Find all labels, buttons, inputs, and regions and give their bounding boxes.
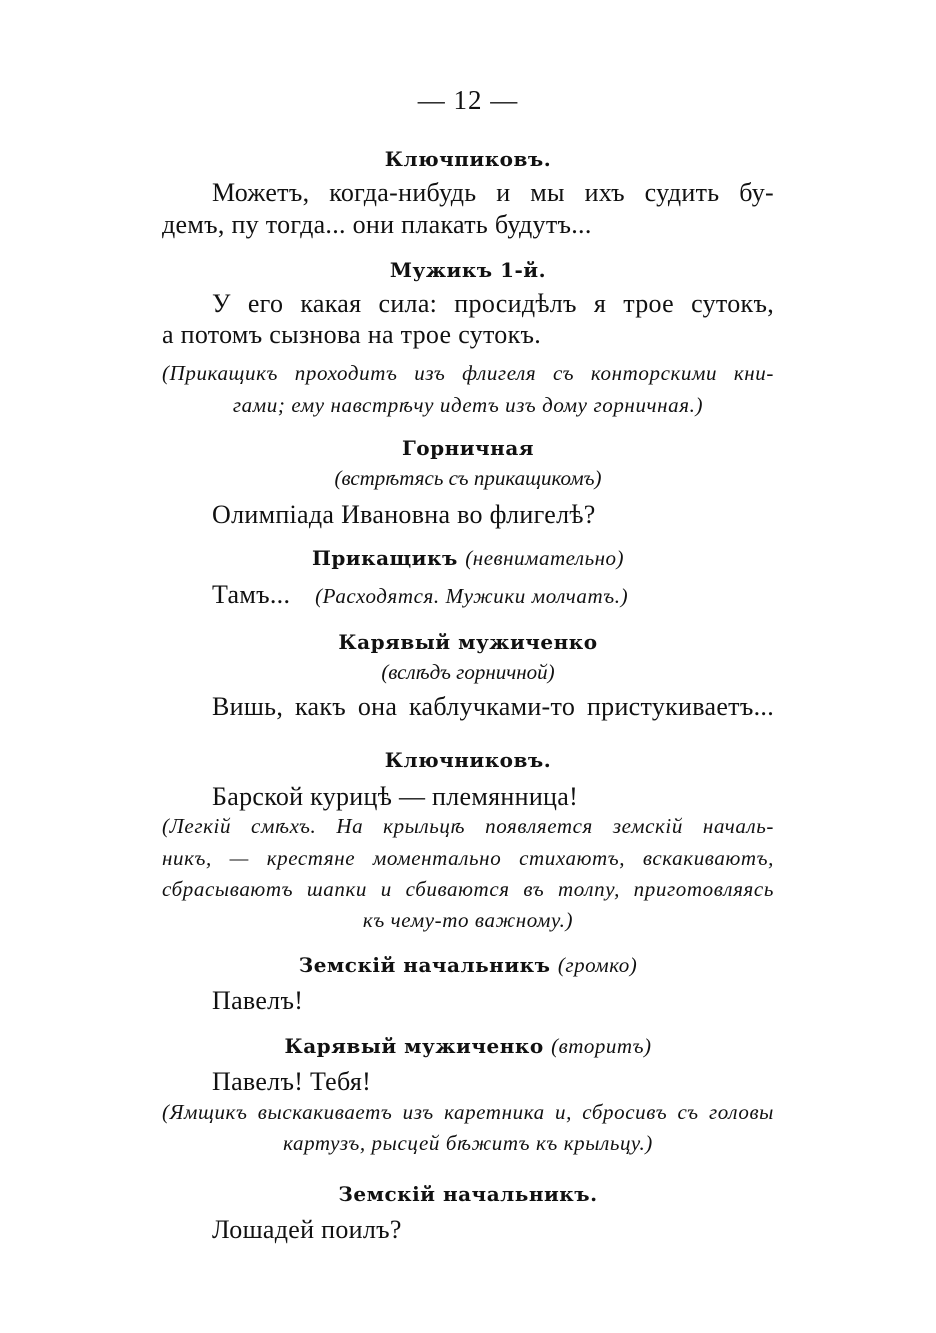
stage-direction: сбрасываютъ шапки и сбиваются въ толпу, приготовляясь xyxy=(162,877,774,901)
dialogue-line: Можетъ, когда-нибудь и мы ихъ судить бу- xyxy=(212,178,774,207)
speaker-direction: (громко) xyxy=(557,953,638,977)
speaker-name: Горничная xyxy=(401,436,535,460)
dialogue-line: демъ, пу тогда... они плакать будутъ... xyxy=(162,210,592,239)
stage-direction: (Легкій смѣхъ. На крыльцѣ появляется земскій началь- xyxy=(162,814,774,838)
speaker-name: Ключпиковъ. xyxy=(384,147,552,171)
stage-direction: (Расходятся. Мужики молчатъ.) xyxy=(315,584,629,608)
speaker-name: Земскій начальникъ xyxy=(298,953,551,977)
dialogue-line: У его какая сила: просидѣлъ я трое сутокъ, xyxy=(212,289,774,318)
speaker-name: Карявый мужиченко xyxy=(338,630,598,654)
speaker-direction: (невнимательно) xyxy=(465,546,625,570)
speaker-direction: (вторитъ) xyxy=(551,1034,652,1058)
speaker-name: Карявый мужиченко xyxy=(284,1034,544,1058)
speaker-name: Земскій начальникъ. xyxy=(338,1182,598,1206)
dialogue-line: Павелъ! Тебя! xyxy=(212,1067,372,1096)
dialogue-line: Лошадей поилъ? xyxy=(212,1215,402,1244)
dialogue-line xyxy=(212,580,628,610)
dialogue-line: а потомъ сызнова на трое сутокъ. xyxy=(162,320,542,349)
dialogue-line: Павелъ! xyxy=(212,986,304,1015)
stage-direction: никъ, — крестяне моментально стихаютъ, вскакиваютъ, xyxy=(162,846,774,870)
stage-direction: къ чему-то важному.) xyxy=(362,908,574,932)
stage-direction: (Ямщикъ выскакиваетъ изъ каретника и, сбросивъ съ головы xyxy=(162,1100,774,1124)
speaker-line xyxy=(0,953,936,978)
page-number: — 12 — xyxy=(417,85,519,115)
speaker-direction: (встрѣтясь съ прикащикомъ) xyxy=(334,466,602,490)
speaker-direction: (вслѣдъ горничной) xyxy=(381,660,555,684)
dialogue-line: Олимпіада Ивановна во флигелѣ? xyxy=(212,500,596,529)
speaker-line xyxy=(0,1034,936,1059)
stage-direction: картузъ, рысцей бѣжитъ къ крыльцу.) xyxy=(283,1131,653,1155)
dialogue-text: Тамъ... xyxy=(212,580,291,609)
stage-direction: (Прикащикъ проходитъ изъ флигеля съ конторскими кни- xyxy=(162,361,774,385)
speaker-name: Прикащикъ xyxy=(311,546,458,570)
speaker-line xyxy=(0,546,936,571)
speaker-name: Ключниковъ. xyxy=(384,748,552,772)
stage-direction: гами; ему навстрѣчу идетъ изъ дому горничная.) xyxy=(232,393,704,417)
dialogue-line: Барской курицѣ — племянница! xyxy=(212,782,579,811)
speaker-name: Мужикъ 1-й. xyxy=(389,258,547,282)
dialogue-line: Вишь, какъ она каблучками-то пристукиваетъ... xyxy=(212,692,774,721)
